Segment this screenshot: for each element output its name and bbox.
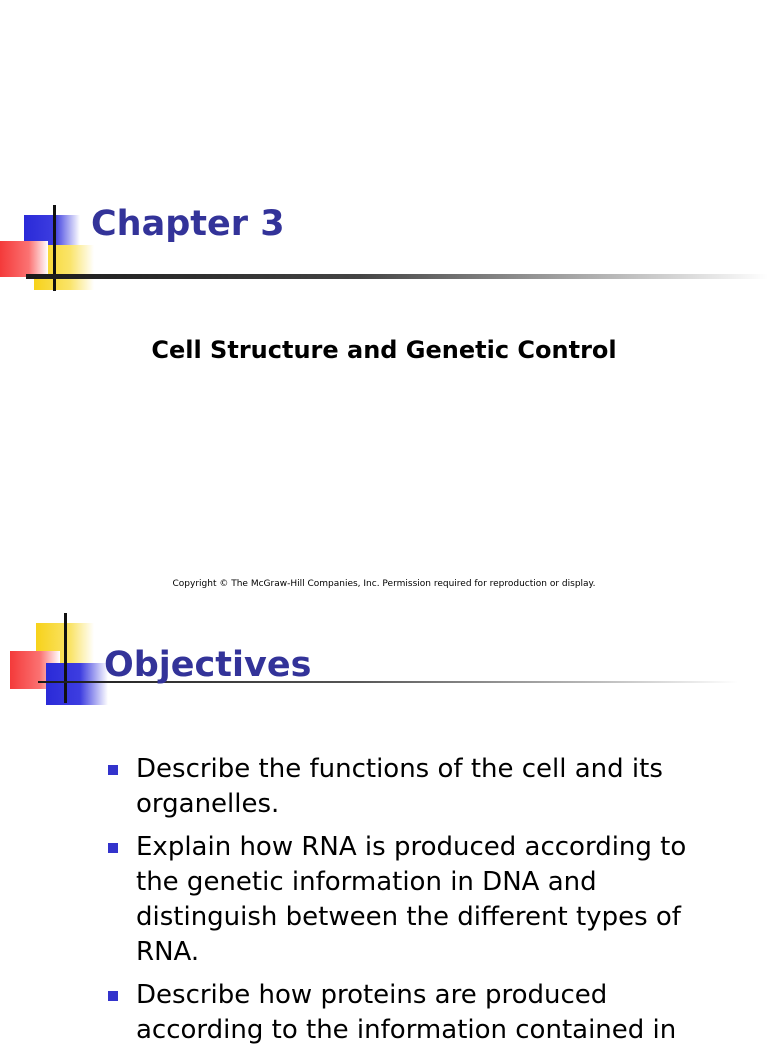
chapter-subtitle: Cell Structure and Genetic Control [151, 336, 617, 364]
list-item-text: Describe how proteins are produced according to the information contained in [136, 980, 677, 1045]
red-square-decoration [0, 241, 48, 277]
objectives-title: Objectives [104, 645, 312, 685]
vertical-line-decoration [64, 613, 67, 703]
objectives-list [104, 752, 724, 1056]
square-bullet-icon [108, 843, 118, 853]
square-bullet-icon [108, 765, 118, 775]
list-item [104, 978, 724, 1048]
list-item [104, 752, 724, 822]
title-underline-rule [26, 274, 768, 279]
list-item-text: Describe the functions of the cell and its organelles. [136, 754, 663, 819]
square-bullet-icon [108, 991, 118, 1001]
blue-square-decoration [46, 663, 108, 705]
copyright-notice: Copyright © The McGraw-Hill Companies, Inc. Permission required for reproduction or display. [172, 579, 596, 589]
list-item [104, 830, 724, 970]
slide-objectives [0, 605, 768, 1045]
decorative-logo-blocks [0, 613, 110, 713]
list-item-text: Explain how RNA is produced according to the genetic information in DNA and distinguish between the different types of RNA. [136, 832, 687, 967]
chapter-title: Chapter 3 [91, 204, 285, 244]
